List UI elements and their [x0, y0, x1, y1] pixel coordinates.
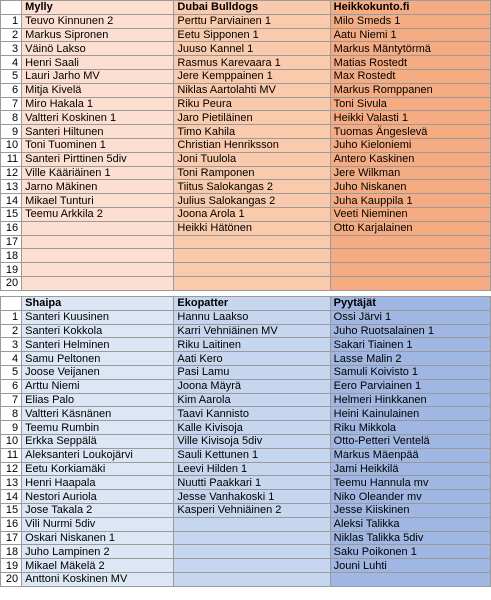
player-cell[interactable]: Tuomas Ängeslevä — [330, 125, 490, 139]
table-row — [1, 324, 491, 338]
player-cell[interactable]: Aatu Niemi 1 — [330, 28, 490, 42]
row-number[interactable]: 2 — [1, 28, 22, 42]
row-number[interactable]: 3 — [1, 338, 22, 352]
row-number[interactable]: 12 — [1, 166, 22, 180]
row-number[interactable]: 1 — [1, 310, 22, 324]
table-row — [1, 125, 491, 139]
team-name-cell[interactable]: Ekopatter — [174, 297, 330, 311]
player-cell[interactable]: Juuso Kannel 1 — [174, 42, 330, 56]
player-cell[interactable]: Teemu Rumbin — [22, 421, 174, 435]
player-cell[interactable]: Erkka Seppälä — [22, 434, 174, 448]
player-cell[interactable] — [330, 263, 490, 277]
player-cell[interactable]: Santeri Pirttinen 5div — [22, 152, 174, 166]
player-cell[interactable]: Jere Wilkman — [330, 166, 490, 180]
table-row — [1, 152, 491, 166]
player-cell[interactable]: Niko Oleander mv — [330, 490, 490, 504]
table-row — [1, 28, 491, 42]
table-row — [1, 263, 491, 277]
player-cell[interactable] — [330, 249, 490, 263]
top-roster-table — [0, 0, 491, 291]
player-cell[interactable]: Antero Kaskinen — [330, 152, 490, 166]
team-name-cell[interactable]: Mylly — [22, 1, 174, 15]
player-cell[interactable]: Väinö Lakso — [22, 42, 174, 56]
row-number[interactable]: 1 — [1, 14, 22, 28]
player-cell[interactable]: Sauli Kettunen 1 — [174, 448, 330, 462]
table-row — [1, 83, 491, 97]
player-cell[interactable] — [174, 517, 330, 531]
player-cell[interactable]: Leevi Hilden 1 — [174, 462, 330, 476]
player-cell[interactable]: Riku Mikkola — [330, 421, 490, 435]
player-cell[interactable]: Veeti Nieminen — [330, 207, 490, 221]
player-cell[interactable]: Lauri Jarho MV — [22, 69, 174, 83]
player-cell[interactable]: Sakari Tiainen 1 — [330, 338, 490, 352]
player-cell[interactable]: Niklas Talikka 5div — [330, 531, 490, 545]
top-header-row — [1, 1, 491, 15]
player-cell[interactable] — [174, 545, 330, 559]
table-row — [1, 476, 491, 490]
table-row — [1, 490, 491, 504]
player-cell[interactable]: Miro Hakala 1 — [22, 97, 174, 111]
row-number[interactable]: 13 — [1, 476, 22, 490]
player-cell[interactable]: Riku Laitinen — [174, 338, 330, 352]
player-cell[interactable]: Toni Tuominen 1 — [22, 138, 174, 152]
player-cell[interactable]: Riku Peura — [174, 97, 330, 111]
row-number-header[interactable] — [1, 297, 22, 311]
table-row — [1, 194, 491, 208]
table-row — [1, 365, 491, 379]
player-cell[interactable]: Mikael Tunturi — [22, 194, 174, 208]
row-number[interactable]: 7 — [1, 97, 22, 111]
player-cell[interactable]: Heikki Valasti 1 — [330, 111, 490, 125]
player-cell[interactable]: Santeri Kuusinen — [22, 310, 174, 324]
player-cell[interactable]: Ville Kivisoja 5div — [174, 434, 330, 448]
player-cell[interactable]: Helmeri Hinkkanen — [330, 393, 490, 407]
table-row — [1, 434, 491, 448]
table-row — [1, 407, 491, 421]
player-cell[interactable]: Markus Mäenpää — [330, 448, 490, 462]
row-number[interactable]: 12 — [1, 462, 22, 476]
player-cell[interactable]: Oskari Niskanen 1 — [22, 531, 174, 545]
player-cell[interactable]: Santeri Kokkola — [22, 324, 174, 338]
player-cell[interactable] — [174, 235, 330, 249]
table-row — [1, 352, 491, 366]
player-cell[interactable]: Eetu Korkiamäki — [22, 462, 174, 476]
player-cell[interactable]: Teuvo Kinnunen 2 — [22, 14, 174, 28]
player-cell[interactable] — [22, 263, 174, 277]
row-number[interactable]: 15 — [1, 207, 22, 221]
table-row — [1, 545, 491, 559]
table-row — [1, 69, 491, 83]
player-cell[interactable]: Samuli Koivisto 1 — [330, 365, 490, 379]
row-number[interactable]: 10 — [1, 434, 22, 448]
player-cell[interactable]: Markus Romppanen — [330, 83, 490, 97]
row-number[interactable]: 5 — [1, 69, 22, 83]
row-number[interactable]: 18 — [1, 545, 22, 559]
team-name-cell[interactable]: Heikkokunto.fi — [330, 1, 490, 15]
player-cell[interactable]: Teemu Hannula mv — [330, 476, 490, 490]
player-cell[interactable]: Jere Kemppainen 1 — [174, 69, 330, 83]
player-cell[interactable]: Jesse Vanhakoski 1 — [174, 490, 330, 504]
player-cell[interactable]: Eero Parviainen 1 — [330, 379, 490, 393]
player-cell[interactable]: Juha Kauppila 1 — [330, 194, 490, 208]
row-number[interactable]: 6 — [1, 83, 22, 97]
row-number[interactable]: 20 — [1, 572, 22, 586]
table-row — [1, 393, 491, 407]
player-cell[interactable] — [174, 572, 330, 586]
row-number[interactable]: 9 — [1, 125, 22, 139]
player-cell[interactable]: Christian Henriksson — [174, 138, 330, 152]
table-row — [1, 338, 491, 352]
team-name-cell[interactable]: Dubai Bulldogs — [174, 1, 330, 15]
player-cell[interactable]: Jose Takala 2 — [22, 503, 174, 517]
player-cell[interactable]: Saku Poikonen 1 — [330, 545, 490, 559]
player-cell[interactable]: Timo Kahila — [174, 125, 330, 139]
player-cell[interactable] — [174, 263, 330, 277]
player-cell[interactable]: Eetu Sipponen 1 — [174, 28, 330, 42]
row-number[interactable]: 7 — [1, 393, 22, 407]
player-cell[interactable]: Mitja Kivelä — [22, 83, 174, 97]
player-cell[interactable]: Arttu Niemi — [22, 379, 174, 393]
player-cell[interactable]: Toni Sivula — [330, 97, 490, 111]
player-cell[interactable]: Jouni Luhti — [330, 559, 490, 573]
player-cell[interactable] — [174, 276, 330, 290]
player-cell[interactable]: Tiitus Salokangas 2 — [174, 180, 330, 194]
player-cell[interactable] — [22, 276, 174, 290]
player-cell[interactable]: Heikki Hätönen — [174, 221, 330, 235]
player-cell[interactable] — [174, 559, 330, 573]
row-number[interactable]: 15 — [1, 503, 22, 517]
player-cell[interactable]: Kim Aarola — [174, 393, 330, 407]
row-number[interactable]: 9 — [1, 421, 22, 435]
table-row — [1, 503, 491, 517]
row-number[interactable]: 19 — [1, 559, 22, 573]
player-cell[interactable] — [22, 221, 174, 235]
player-cell[interactable] — [330, 276, 490, 290]
player-cell[interactable]: Aati Kero — [174, 352, 330, 366]
player-cell[interactable]: Mikael Mäkelä 2 — [22, 559, 174, 573]
table-row — [1, 138, 491, 152]
table-row — [1, 559, 491, 573]
table-row — [1, 572, 491, 586]
team-name-cell[interactable]: Pyytäjät — [330, 297, 490, 311]
player-cell[interactable]: Joona Mäyrä — [174, 379, 330, 393]
table-row — [1, 207, 491, 221]
row-number[interactable]: 8 — [1, 407, 22, 421]
table-row — [1, 56, 491, 70]
row-number[interactable]: 20 — [1, 276, 22, 290]
table-row — [1, 517, 491, 531]
row-number[interactable]: 13 — [1, 180, 22, 194]
player-cell[interactable] — [22, 235, 174, 249]
player-cell[interactable]: Markus Mäntytörmä — [330, 42, 490, 56]
table-row — [1, 462, 491, 476]
player-cell[interactable]: Juho Ruotsalainen 1 — [330, 324, 490, 338]
player-cell[interactable]: Otto Karjalainen — [330, 221, 490, 235]
table-row — [1, 221, 491, 235]
player-cell[interactable]: Max Rostedt — [330, 69, 490, 83]
player-cell[interactable]: Santeri Hiltunen — [22, 125, 174, 139]
player-cell[interactable]: Jarno Mäkinen — [22, 180, 174, 194]
player-cell[interactable]: Kalle Kivisoja — [174, 421, 330, 435]
table-row — [1, 421, 491, 435]
player-cell[interactable]: Markus Sipronen — [22, 28, 174, 42]
player-cell[interactable]: Henri Haapala — [22, 476, 174, 490]
player-cell[interactable]: Elias Palo — [22, 393, 174, 407]
row-number[interactable]: 4 — [1, 56, 22, 70]
table-row — [1, 249, 491, 263]
bottom-roster-table — [0, 296, 491, 587]
row-number[interactable]: 16 — [1, 221, 22, 235]
row-number[interactable]: 11 — [1, 448, 22, 462]
player-cell[interactable]: Perttu Parviainen 1 — [174, 14, 330, 28]
row-number[interactable]: 10 — [1, 138, 22, 152]
player-cell[interactable]: Aleksanteri Loukojärvi — [22, 448, 174, 462]
player-cell[interactable]: Jami Heikkilä — [330, 462, 490, 476]
player-cell[interactable]: Santeri Helminen — [22, 338, 174, 352]
player-cell[interactable]: Teemu Arkkila 2 — [22, 207, 174, 221]
player-cell[interactable]: Samu Peltonen — [22, 352, 174, 366]
player-cell[interactable]: Juho Niskanen — [330, 180, 490, 194]
player-cell[interactable]: Julius Salokangas 2 — [174, 194, 330, 208]
bottom-header-row — [1, 297, 491, 311]
player-cell[interactable]: Matias Rostedt — [330, 56, 490, 70]
player-cell[interactable]: Milo Smeds 1 — [330, 14, 490, 28]
player-cell[interactable]: Juho Lampinen 2 — [22, 545, 174, 559]
player-cell[interactable]: Toni Ramponen — [174, 166, 330, 180]
player-cell[interactable]: Jaro Pietiläinen — [174, 111, 330, 125]
player-cell[interactable]: Vili Nurmi 5div — [22, 517, 174, 531]
row-number[interactable]: 4 — [1, 352, 22, 366]
player-cell[interactable]: Jesse Kiiskinen — [330, 503, 490, 517]
player-cell[interactable]: Niklas Aartolahti MV — [174, 83, 330, 97]
player-cell[interactable]: Hannu Laakso — [174, 310, 330, 324]
team-name-cell[interactable]: Shaipa — [22, 297, 174, 311]
table-row — [1, 531, 491, 545]
player-cell[interactable]: Kasperi Vehniäinen 2 — [174, 503, 330, 517]
row-number[interactable]: 5 — [1, 365, 22, 379]
row-number[interactable]: 3 — [1, 42, 22, 56]
player-cell[interactable]: Rasmus Karevaara 1 — [174, 56, 330, 70]
row-number[interactable]: 18 — [1, 249, 22, 263]
row-number[interactable]: 2 — [1, 324, 22, 338]
player-cell[interactable]: Valtteri Käsnänen — [22, 407, 174, 421]
player-cell[interactable]: Ossi Järvi 1 — [330, 310, 490, 324]
row-number[interactable]: 16 — [1, 517, 22, 531]
player-cell[interactable]: Lasse Malin 2 — [330, 352, 490, 366]
player-cell[interactable] — [174, 531, 330, 545]
player-cell[interactable]: Joose Veijanen — [22, 365, 174, 379]
table-row — [1, 235, 491, 249]
player-cell[interactable] — [22, 249, 174, 263]
player-cell[interactable]: Juho Kieloniemi — [330, 138, 490, 152]
row-number-header[interactable] — [1, 1, 22, 15]
player-cell[interactable]: Otto-Petteri Ventelä — [330, 434, 490, 448]
table-row — [1, 14, 491, 28]
player-cell[interactable]: Ville Kääriäinen 1 — [22, 166, 174, 180]
row-number[interactable]: 17 — [1, 531, 22, 545]
table-row — [1, 180, 491, 194]
player-cell[interactable]: Anttoni Koskinen MV — [22, 572, 174, 586]
player-cell[interactable]: Karri Vehniäinen MV — [174, 324, 330, 338]
player-cell[interactable]: Aleksi Talikka — [330, 517, 490, 531]
player-cell[interactable]: Heini Kainulainen — [330, 407, 490, 421]
table-row — [1, 310, 491, 324]
row-number[interactable]: 17 — [1, 235, 22, 249]
player-cell[interactable]: Joona Arola 1 — [174, 207, 330, 221]
row-number[interactable]: 11 — [1, 152, 22, 166]
player-cell[interactable]: Valtteri Koskinen 1 — [22, 111, 174, 125]
player-cell[interactable] — [330, 235, 490, 249]
table-row — [1, 166, 491, 180]
player-cell[interactable]: Joni Tuulola — [174, 152, 330, 166]
player-cell[interactable]: Taavi Kannisto — [174, 407, 330, 421]
table-row — [1, 448, 491, 462]
row-number[interactable]: 6 — [1, 379, 22, 393]
table-row — [1, 379, 491, 393]
player-cell[interactable]: Pasi Lamu — [174, 365, 330, 379]
row-number[interactable]: 19 — [1, 263, 22, 277]
row-number[interactable]: 14 — [1, 194, 22, 208]
row-number[interactable]: 8 — [1, 111, 22, 125]
player-cell[interactable]: Henri Saali — [22, 56, 174, 70]
player-cell[interactable] — [330, 572, 490, 586]
player-cell[interactable]: Nestori Auriola — [22, 490, 174, 504]
row-number[interactable]: 14 — [1, 490, 22, 504]
table-row — [1, 276, 491, 290]
player-cell[interactable] — [174, 249, 330, 263]
table-row — [1, 111, 491, 125]
table-row — [1, 42, 491, 56]
table-row — [1, 97, 491, 111]
player-cell[interactable]: Nuutti Paakkari 1 — [174, 476, 330, 490]
